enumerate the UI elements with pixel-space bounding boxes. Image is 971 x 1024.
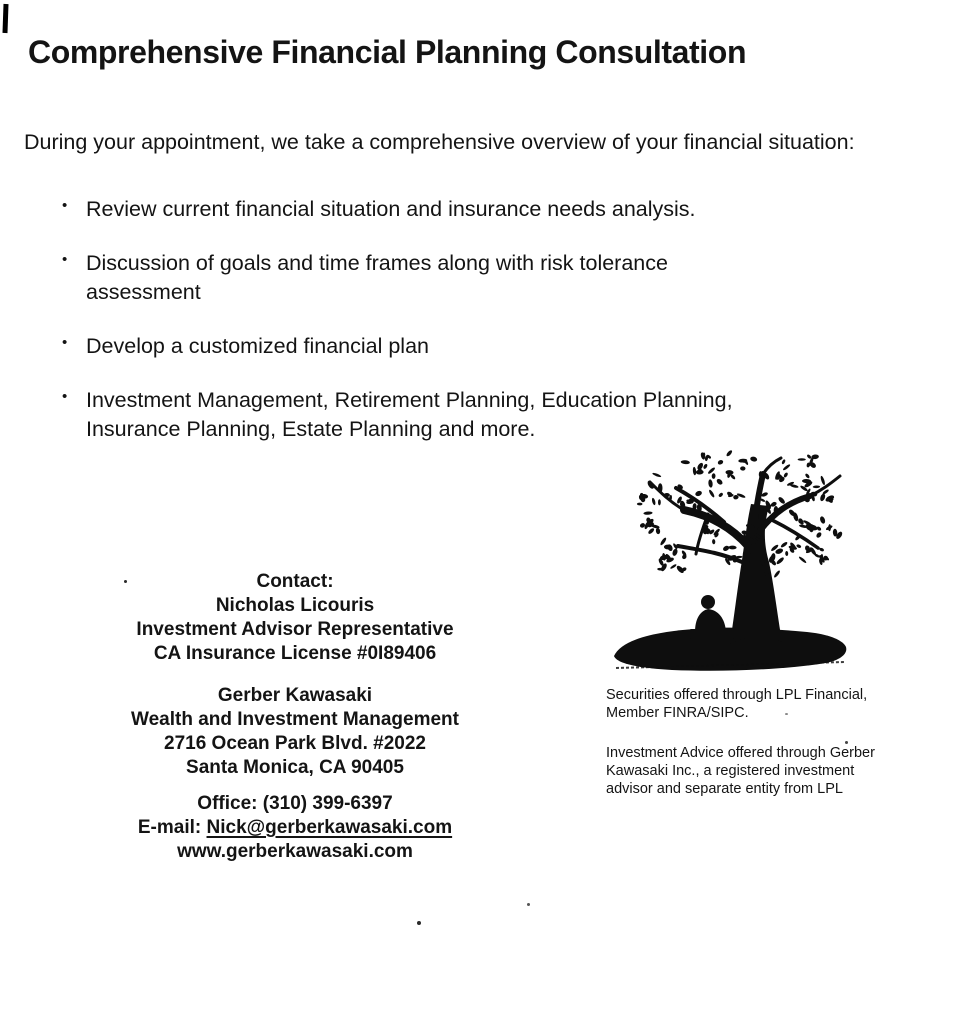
insurance-license: CA Insurance License #0I89406 [153, 643, 437, 664]
disclosure-block [606, 686, 904, 820]
disclosure-securities: Securities offered through LPL Financial, Member FINRA/SIPC. [606, 687, 868, 721]
bullet-text: Investment Management, Retirement Planning, Education Planning, Insurance Planning, Estate Planning and more. [86, 388, 733, 441]
list-item [62, 249, 807, 307]
company-address-group [85, 684, 505, 780]
list-item [62, 332, 807, 361]
email-address: Nick@gerberkawasaki.com [206, 817, 453, 838]
list-item [62, 386, 807, 444]
address-city: Santa Monica, CA 90405 [186, 757, 404, 778]
company-name: Gerber Kawasaki [217, 685, 373, 706]
bullet-list [62, 195, 807, 469]
email-label: E-mail: [137, 817, 202, 838]
advisor-role: Investment Advisor Representative [136, 619, 454, 640]
bullet-text: Develop a customized financial plan [86, 334, 430, 358]
contact-block [85, 570, 505, 864]
contact-heading: Contact: [256, 571, 334, 592]
scan-speck [124, 580, 127, 583]
company-division: Wealth and Investment Management [131, 709, 459, 730]
bullet-icon: • [62, 334, 68, 351]
intro-paragraph: During your appointment, we take a comprehensive overview of your financial situation: [24, 129, 855, 154]
contact-methods-group [85, 792, 505, 864]
bullet-icon: • [62, 388, 68, 405]
bullet-icon: • [62, 197, 68, 214]
scan-edge-artifact [2, 4, 8, 33]
tree-clipart [612, 450, 862, 682]
scan-speck [785, 713, 788, 715]
bullet-icon: • [62, 251, 68, 268]
office-phone-line: Office: (310) 399-6397 [197, 793, 393, 814]
page-title: Comprehensive Financial Planning Consultation [28, 34, 747, 71]
address-street: 2716 Ocean Park Blvd. #2022 [164, 733, 426, 754]
list-item [62, 195, 807, 224]
scan-speck [845, 741, 848, 744]
contact-identity-group [85, 570, 505, 666]
foliage-leaves [637, 450, 844, 578]
disclosure-advice: Investment Advice offered through Gerber Kawasaki Inc., a registered investment advisor and separate entity from LPL [606, 745, 875, 797]
scan-speck [527, 903, 530, 906]
advisor-name: Nicholas Licouris [215, 595, 375, 616]
bullet-text: Discussion of goals and time frames along with risk tolerance assessment [86, 251, 668, 304]
scan-speck [417, 921, 421, 925]
branches [650, 458, 840, 562]
website-url: www.gerberkawasaki.com [177, 841, 413, 862]
person-silhouette [690, 595, 734, 639]
email-line [85, 816, 505, 840]
bullet-text: Review current financial situation and insurance needs analysis. [86, 197, 696, 221]
